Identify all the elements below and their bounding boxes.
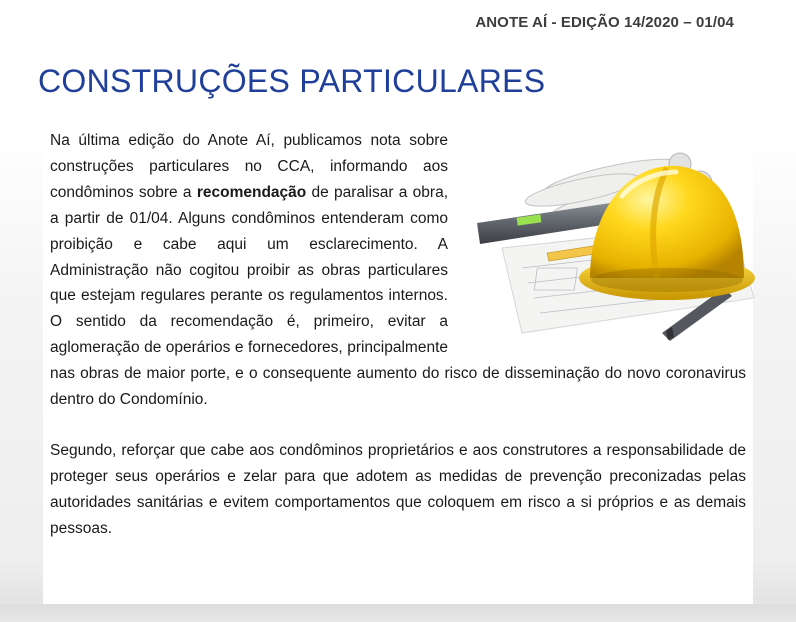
highlighted-word: recomendação: [196, 183, 307, 201]
page-title: CONSTRUÇÕES PARTICULARES: [38, 63, 546, 99]
article-body: [50, 128, 746, 542]
paragraph-1-end: de paralisar a obra, a partir de 01/04. Alguns condôminos entenderam como proibição e cabe aqui um esclarecimento. A Administração não cogitou proibir as obras particulares que estejam regulares perante os regulamentos internos. O sentido da recomendação é, primeiro, evitar a aglomeração de operários e fornecedores, principalmente nas obras de maior porte, e o consequente aumento do risco de disseminação do novo coronavirus dentro do Condomínio.: [50, 183, 746, 409]
bottom-divider: [0, 604, 796, 622]
paragraph-2: Segundo, reforçar que cabe aos condôminos proprietários e aos construtores a responsabilidade de proteger seus operários e zelar para que adotem as medidas de prevenção preconizadas pelas autoridades sanitárias e evitem comportamentos que coloquem em risco a si próprios e as demais pessoas.: [50, 441, 746, 537]
hard-hat-icon: [462, 128, 762, 358]
paragraph-1: [50, 128, 746, 413]
edition-header: ANOTE AÍ - EDIÇÃO 14/2020 – 01/04: [475, 14, 734, 31]
paragraph-1-start: Na última edição do Anote Aí, publicamos nota sobre construções particulares no CCA, informando aos condôminos sobre a: [50, 132, 448, 201]
